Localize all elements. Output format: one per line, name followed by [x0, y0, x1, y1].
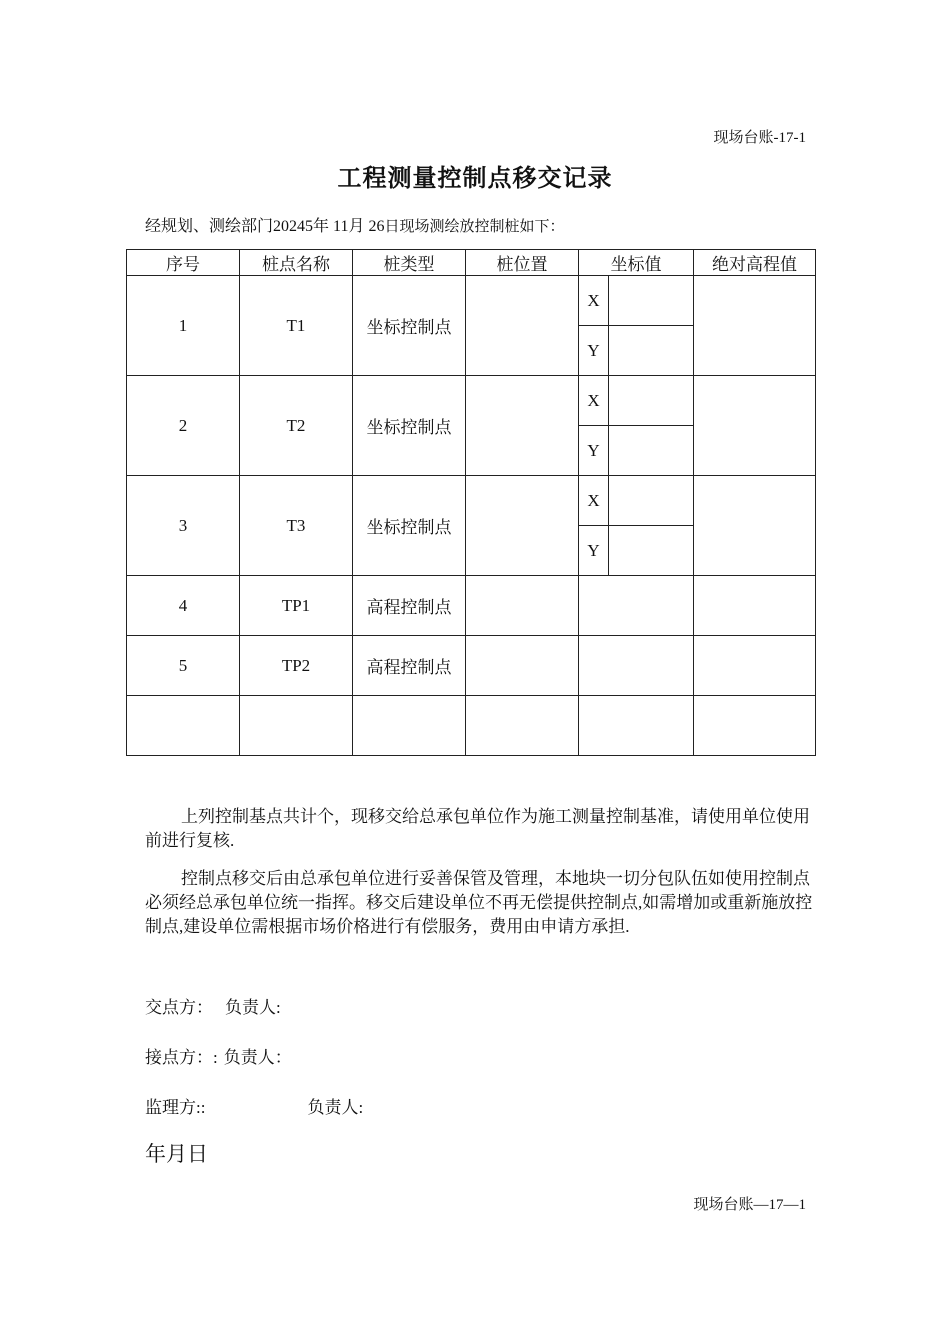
cell-name: TP1: [240, 576, 353, 636]
doc-code-bottom: 现场台账—17—1: [693, 1197, 806, 1213]
cell-coordinate[interactable]: [579, 636, 694, 696]
col-header-name: 桩点名称: [240, 250, 353, 276]
cell-x-label: X: [579, 376, 609, 426]
cell-position[interactable]: [466, 576, 579, 636]
cell-name[interactable]: [240, 696, 353, 756]
cell-elevation[interactable]: [694, 376, 816, 476]
table-row: [127, 276, 816, 326]
table-row: [127, 376, 816, 426]
cell-y-value[interactable]: [609, 526, 694, 576]
cell-type: 坐标控制点: [353, 276, 466, 376]
cell-elevation[interactable]: [694, 636, 816, 696]
paragraph-handover: [145, 805, 815, 853]
page-title: 工程测量控制点移交记录: [337, 166, 613, 192]
col-header-position: 桩位置: [466, 250, 579, 276]
cell-elevation[interactable]: [694, 476, 816, 576]
paragraph-management: [145, 867, 815, 939]
intro-day: 26: [368, 218, 385, 235]
paragraph-management-text: 控制点移交后由总承包单位进行妥善保管及管理，本地块一切分包队伍如使用控制点必须经总承包单位统一指挥。移交后建设单位不再无偿提供控制点,如需增加或重新施放控制点,建设单位需根据市场价格进行有偿服务，费用由申请方承担.: [145, 869, 813, 936]
cell-coordinate[interactable]: [579, 696, 694, 756]
cell-position[interactable]: [466, 276, 579, 376]
col-header-type: 桩类型: [353, 250, 466, 276]
handover-label: 交点方：: [145, 998, 213, 1017]
cell-y-label: Y: [579, 526, 609, 576]
handover-person: 负责人:: [225, 998, 281, 1017]
cell-y-value[interactable]: [609, 326, 694, 376]
date-line: 年月日: [145, 1142, 208, 1166]
cell-position[interactable]: [466, 696, 579, 756]
receiver-person: 负责人：: [223, 1048, 292, 1067]
table-header-row: [127, 250, 816, 276]
intro-year-unit: 年: [313, 218, 330, 235]
intro-line: [145, 213, 564, 236]
control-point-table: [126, 249, 816, 756]
cell-elevation[interactable]: [694, 276, 816, 376]
col-header-coordinate: 坐标值: [579, 250, 694, 276]
cell-x-value[interactable]: [609, 476, 694, 526]
cell-y-value[interactable]: [609, 426, 694, 476]
col-header-no: 序号: [127, 250, 240, 276]
cell-no: 2: [127, 376, 240, 476]
supervisor-label: 监理方::: [145, 1098, 206, 1117]
doc-code-top: 现场台账-17-1: [713, 130, 806, 146]
signature-supervisor: [145, 1093, 363, 1118]
cell-position[interactable]: [466, 636, 579, 696]
intro-month: 11: [333, 218, 349, 235]
cell-x-label: X: [579, 276, 609, 326]
paragraph-handover-text: 上列控制基点共计个，现移交给总承包单位作为施工测量控制基准，请使用单位使用前进行复核.: [145, 807, 810, 850]
cell-elevation[interactable]: [694, 576, 816, 636]
cell-type: 高程控制点: [353, 576, 466, 636]
cell-x-label: X: [579, 476, 609, 526]
cell-coordinate[interactable]: [579, 576, 694, 636]
cell-type: 坐标控制点: [353, 376, 466, 476]
table-row: [127, 636, 816, 696]
cell-no: 4: [127, 576, 240, 636]
signature-handover: [145, 993, 281, 1018]
cell-y-label: Y: [579, 426, 609, 476]
signature-receiver: [145, 1043, 292, 1068]
cell-no: 3: [127, 476, 240, 576]
cell-position[interactable]: [466, 376, 579, 476]
receiver-label: 接点方：:: [145, 1048, 218, 1067]
cell-elevation[interactable]: [694, 696, 816, 756]
cell-name: T2: [240, 376, 353, 476]
intro-year: 20245: [273, 218, 314, 235]
cell-no: 1: [127, 276, 240, 376]
cell-x-value[interactable]: [609, 376, 694, 426]
intro-prefix: 经规划、测绘部门: [145, 218, 274, 235]
table-row-empty: [127, 696, 816, 756]
cell-no: 5: [127, 636, 240, 696]
cell-type: 坐标控制点: [353, 476, 466, 576]
cell-no[interactable]: [127, 696, 240, 756]
intro-month-unit: 月: [348, 218, 365, 235]
cell-name: TP2: [240, 636, 353, 696]
cell-type: 高程控制点: [353, 636, 466, 696]
intro-suffix: 日现场测绘放控制桩如下：: [384, 219, 565, 235]
col-header-elevation: 绝对高程值: [694, 250, 816, 276]
cell-position[interactable]: [466, 476, 579, 576]
table-row: [127, 476, 816, 526]
cell-name: T1: [240, 276, 353, 376]
table-row: [127, 576, 816, 636]
cell-x-value[interactable]: [609, 276, 694, 326]
cell-name: T3: [240, 476, 353, 576]
cell-type[interactable]: [353, 696, 466, 756]
cell-y-label: Y: [579, 326, 609, 376]
supervisor-person: 负责人:: [307, 1098, 364, 1117]
